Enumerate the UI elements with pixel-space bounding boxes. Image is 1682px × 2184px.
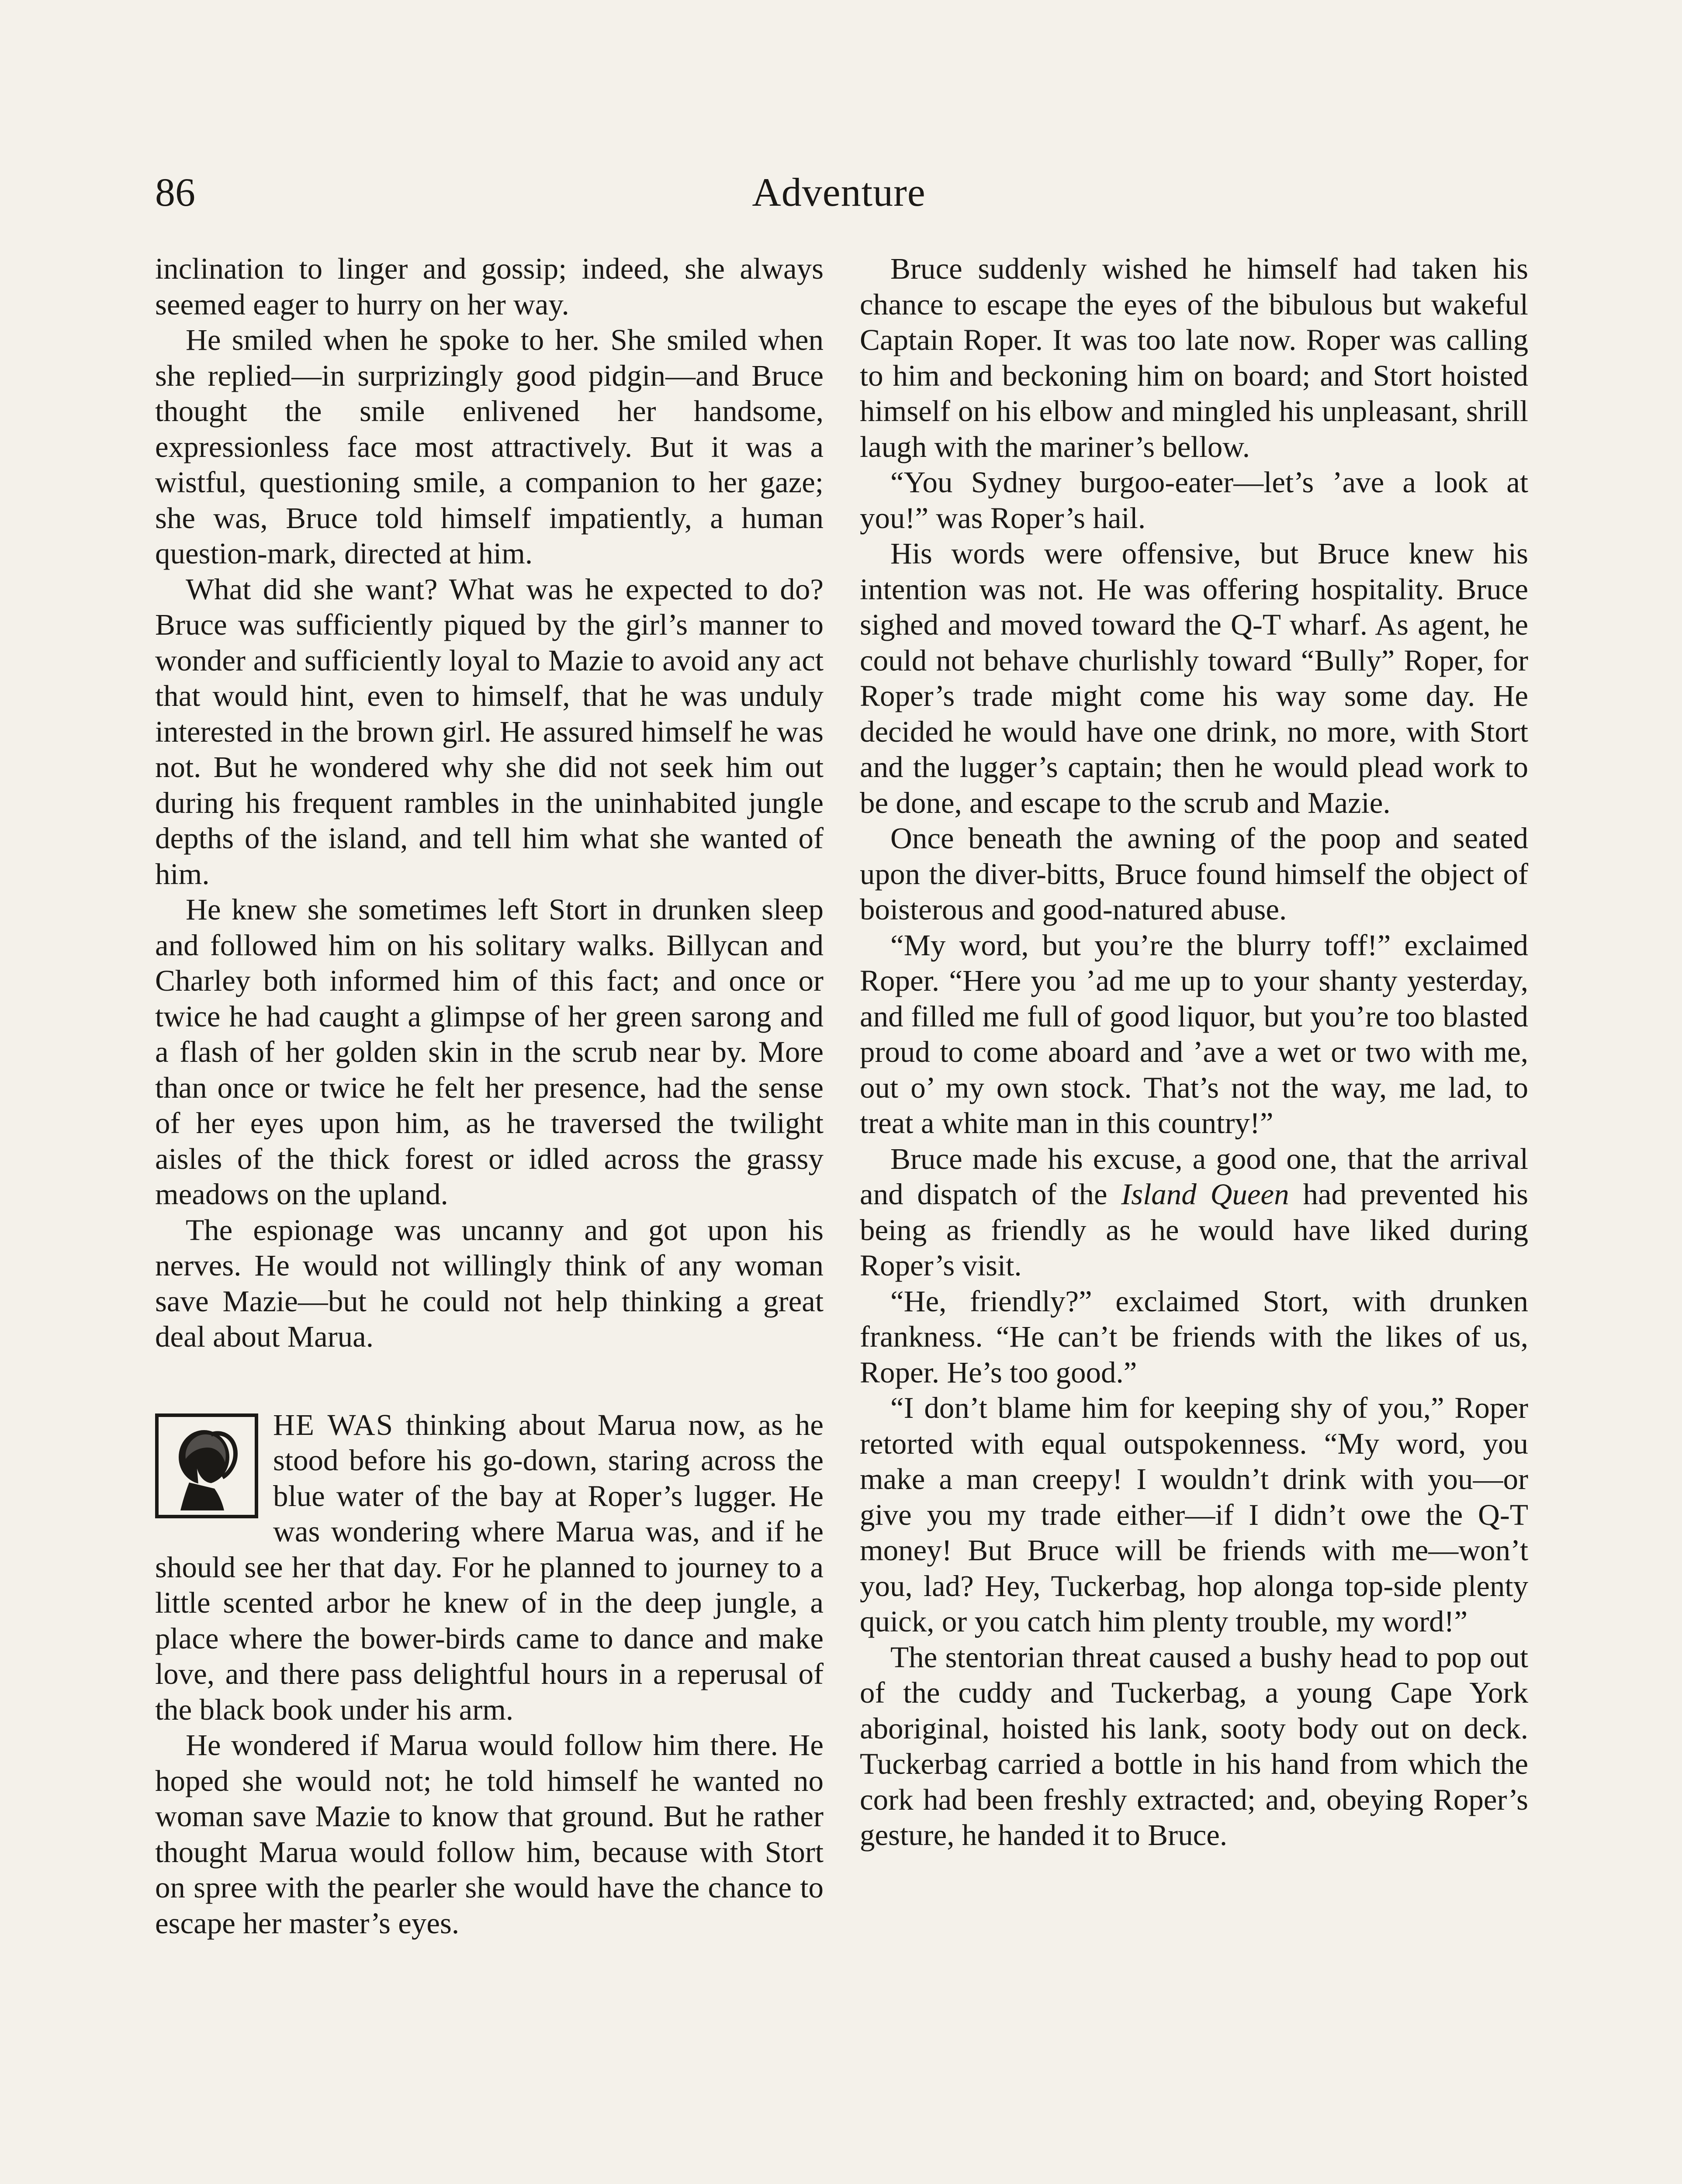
ship-name: Island Queen <box>1121 1178 1289 1211</box>
excuse-text-before: Bruce made his excuse, a good one, that the arrival and dispatch of the <box>860 1142 1528 1211</box>
paragraph: “He, friendly?” exclaimed Stort, with drunken frankness. “He can’t be friends with the likes of us, Roper. He’s too good.” <box>860 1284 1528 1389</box>
paragraph-excuse <box>860 1141 1528 1284</box>
section-opening-paragraph <box>155 1407 824 1728</box>
paragraph: His words were offensive, but Bruce knew his intention was not. He was offering hospitality. Bruce sighed and moved toward the Q-T wharf. As agent, he could not behave churlishly toward “Bully” Roper, for Roper’s trade might come his way some day. He decided he would have one drink, no more, with Stort and the lugger’s captain; then he would plead work to be done, and escape to the scrub and Mazie. <box>860 537 1528 819</box>
section-lead-caps: HE WAS <box>273 1408 394 1441</box>
page-number: 86 <box>155 170 195 214</box>
running-title: Adventure <box>752 170 926 214</box>
paragraph: What did she want? What was he expected to do? Bruce was sufficiently piqued by the girl’s manner to wonder and sufficiently loyal to Mazie to avoid any act that would hint, even to himself, that he was unduly interested in the brown girl. He assured himself he was not. But he wondered why she did not seek him out during his frequent rambles in the uninhabited jungle depths of the island, and tell him what she wanted of him. <box>155 572 824 891</box>
left-column <box>155 251 824 1941</box>
paragraph: The stentorian threat caused a bushy head to pop out of the cuddy and Tuckerbag, a young Cape York aboriginal, hoisted his lank, sooty body out on deck. Tuckerbag carried a bottle in his hand from which the cork had been freshly extracted; and, obeying Roper’s gesture, he handed it to Bruce. <box>860 1640 1528 1852</box>
section-text: thinking about Marua now, as he stood before his go-down, staring across the blue water of the bay at Roper’s lugger. He was wondering where Marua was, and if he should see her that day. For he planned to journey to a little scented arbor he knew of in the deep jungle, a place where the bower-birds came to dance and make love, and there pass delightful hours in a reperusal of the black book under his arm. <box>155 1408 824 1726</box>
paragraph: He knew she sometimes left Stort in drunken sleep and followed him on his solitary walks. Billycan and Charley both informed him of this fact; and once or twice he had caught a glimpse of her green sarong and a flash of her golden skin in the scrub near by. More than once or twice he felt her presence, had the sense of her eyes upon him, as he traversed the twilight aisles of the thick forest or idled across the grassy meadows on the upland. <box>155 893 824 1211</box>
paragraph: He smiled when he spoke to her. She smiled when she replied—in surprizingly good pidgin—and Bruce thought the smile enlivened her handsome, expressionless face most attractively. But it was a wistful, questioning smile, a companion to her gaze; she was, Bruce told himself impatiently, a human question-mark, directed at him. <box>155 323 824 570</box>
page-header <box>155 170 1523 232</box>
paragraph: “My word, but you’re the blurry toff!” exclaimed Roper. “Here you ’ad me up to your shanty yesterday, and filled me full of good liquor, but you’re too blasted proud to come aboard and ’ave a wet or two with me, out o’ my own stock. That’s not the way, me lad, to treat a white man in this country!” <box>860 928 1528 1140</box>
paragraph: Bruce suddenly wished he himself had taken his chance to escape the eyes of the bibulous but wakeful Captain Roper. It was too late now. Roper was calling to him and beckoning him on board; and Stort hoisted himself on his elbow and mingled his unpleasant, shrill laugh with the mariner’s bellow. <box>860 252 1528 463</box>
paragraph: Once beneath the awning of the poop and seated upon the diver-bitts, Bruce found himself the object of boisterous and good-natured abuse. <box>860 822 1528 926</box>
paragraph: “I don’t blame him for keeping shy of you,” Roper retorted with equal outspokenness. “My word, you make a man creepy! I wouldn’t drink with you—or give you my trade either—if I didn’t owe the Q-T money! But Bruce will be friends with me—won’t you, lad? Hey, Tuckerbag, hop alonga top-side plenty quick, or you catch him plenty trouble, my word!” <box>860 1391 1528 1638</box>
right-column <box>860 251 1528 1853</box>
excuse-text-after: had prevented his being as friendly as he would have liked during Roper’s visit. <box>860 1178 1528 1282</box>
decorative-head-illustration-icon <box>155 1413 258 1518</box>
paragraph: The espionage was uncanny and got upon his nerves. He would not willingly think of any woman save Mazie—but he could not help thinking a great deal about Marua. <box>155 1213 824 1353</box>
paragraph: inclination to linger and gossip; indeed, she always seemed eager to hurry on her way. <box>155 252 824 321</box>
paragraph: He wondered if Marua would follow him there. He hoped she would not; he told himself he wanted no woman save Mazie to know that ground. But he rather thought Marua would follow him, because with Stort on spree with the pearler she would have the chance to escape her master’s eyes. <box>155 1728 824 1940</box>
paragraph: “You Sydney burgoo-eater—let’s ’ave a look at you!” was Roper’s hail. <box>860 466 1528 535</box>
